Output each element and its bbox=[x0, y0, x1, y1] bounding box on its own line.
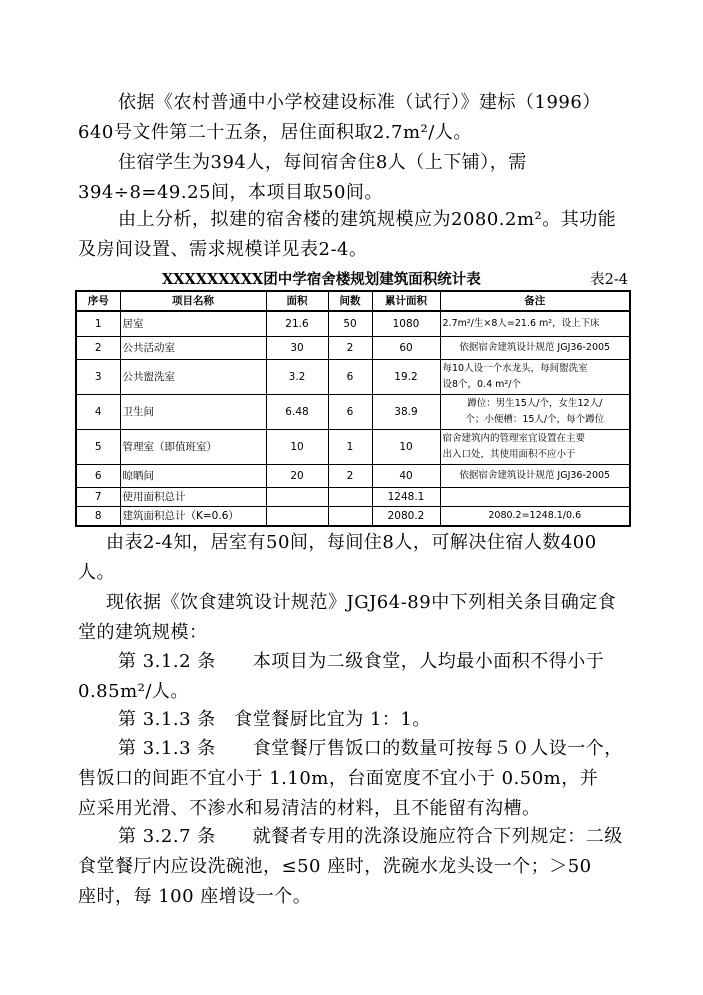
cell-name: 公共活动室 bbox=[120, 337, 266, 360]
text-line: 640号文件第二十五条，居住面积取2.7m²/人。 bbox=[78, 122, 472, 143]
note-line: 出入口处，其使用面积不应小于 bbox=[442, 449, 576, 460]
table-caption bbox=[78, 268, 628, 290]
text-line: 394÷8=49.25间，本项目取50间。 bbox=[78, 182, 383, 203]
paragraph-clause-3-2-7 bbox=[78, 822, 638, 912]
note-line: 宿舍建筑内的管理室宜设置在主要 bbox=[442, 433, 586, 444]
cell-name: 居室 bbox=[120, 311, 266, 337]
note-line: 2080.2=1248.1/0.6 bbox=[488, 510, 582, 521]
cell-total: 2080.2 bbox=[372, 507, 440, 527]
cell-total: 40 bbox=[372, 465, 440, 488]
table-number: 表2-4 bbox=[590, 272, 628, 288]
cell-count: 6 bbox=[328, 395, 372, 430]
cell-count: 6 bbox=[328, 360, 372, 395]
note-line: 个；小便槽：15人/个，每个蹲位 bbox=[465, 414, 605, 425]
cell-note bbox=[440, 337, 630, 360]
text-line: 第 3.2.7 条 就餐者专用的洗涤设施应符合下列规定：二级 bbox=[118, 826, 623, 847]
cell-area bbox=[266, 507, 328, 527]
cell-total: 38.9 bbox=[372, 395, 440, 430]
cell-area: 20 bbox=[266, 465, 328, 488]
cell-total: 19.2 bbox=[372, 360, 440, 395]
paragraph-dorm-capacity bbox=[78, 528, 638, 588]
table-row bbox=[76, 465, 630, 488]
paragraph-student-count bbox=[78, 148, 638, 208]
table-row bbox=[76, 430, 630, 465]
header-cell: 项目名称 bbox=[120, 291, 266, 311]
note-line: 蹲位：男生15人/个，女生12人/ bbox=[467, 398, 603, 409]
cell-name: 使用面积总计 bbox=[120, 488, 266, 507]
cell-count bbox=[328, 488, 372, 507]
paragraph-clause-3-1-2 bbox=[78, 647, 638, 707]
note-line: 每10人设一个水龙头，每间盥洗室 bbox=[442, 363, 588, 374]
table-row bbox=[76, 360, 630, 395]
text-line: 第 3.1.3 条 食堂餐厅售饭口的数量可按每５０人设一个， bbox=[118, 738, 623, 759]
table-title: XXXXXXXXX团中学宿舍楼规划建筑面积统计表 bbox=[162, 271, 481, 288]
cell-area: 6.48 bbox=[266, 395, 328, 430]
header-cell: 累计面积 bbox=[372, 291, 440, 311]
note-line: 依据宿舍建筑设计规范 JGJ36-2005 bbox=[459, 342, 611, 353]
cell-total: 10 bbox=[372, 430, 440, 465]
text-line: 现依据《饮食建筑设计规范》JGJ64-89中下列相关条目确定食 bbox=[106, 592, 617, 613]
text-line: 0.85m²/人。 bbox=[78, 681, 189, 702]
cell-note bbox=[440, 311, 630, 337]
text-line: 住宿学生为394人，每间宿舍住8人（上下铺），需 bbox=[118, 152, 527, 173]
cell-note bbox=[440, 430, 630, 465]
cell-no: 3 bbox=[76, 360, 120, 395]
cell-note bbox=[440, 488, 630, 507]
text-line: 人。 bbox=[78, 562, 115, 583]
cell-area bbox=[266, 488, 328, 507]
cell-no: 4 bbox=[76, 395, 120, 430]
table-row bbox=[76, 311, 630, 337]
cell-name: 建筑面积总计（K=0.6） bbox=[120, 507, 266, 527]
paragraph-standard-basis bbox=[78, 88, 638, 148]
cell-total: 60 bbox=[372, 337, 440, 360]
text-line: 由上分析，拟建的宿舍楼的建筑规模应为2080.2m²。其功能 bbox=[118, 209, 617, 230]
area-statistics-table bbox=[75, 290, 631, 527]
cell-no: 5 bbox=[76, 430, 120, 465]
paragraph-clause-3-1-3-counter bbox=[78, 734, 638, 824]
cell-name: 晾晒间 bbox=[120, 465, 266, 488]
cell-name: 公共盥洗室 bbox=[120, 360, 266, 395]
cell-area: 30 bbox=[266, 337, 328, 360]
cell-note bbox=[440, 507, 630, 527]
paragraph-canteen-code bbox=[78, 588, 638, 648]
note-line: 设8个，0.4 m²/个 bbox=[442, 379, 521, 390]
cell-no: 2 bbox=[76, 337, 120, 360]
cell-total: 1248.1 bbox=[372, 488, 440, 507]
cell-total: 1080 bbox=[372, 311, 440, 337]
text-line: 堂的建筑规模： bbox=[78, 622, 208, 643]
text-line: 应采用光滑、不渗水和易清洁的材料，且不能留有沟槽。 bbox=[78, 798, 541, 819]
cell-area: 3.2 bbox=[266, 360, 328, 395]
header-cell: 间数 bbox=[328, 291, 372, 311]
paragraph-scale-analysis bbox=[78, 205, 638, 265]
cell-no: 7 bbox=[76, 488, 120, 507]
text-line: 依据《农村普通中小学校建设标准（试行）》建标（1996） bbox=[118, 92, 601, 113]
cell-count: 2 bbox=[328, 337, 372, 360]
text-line: 及房间设置、需求规模详见表2-4。 bbox=[78, 239, 368, 260]
header-cell: 备注 bbox=[440, 291, 630, 311]
cell-no: 6 bbox=[76, 465, 120, 488]
table-row bbox=[76, 395, 630, 430]
table-row bbox=[76, 337, 630, 360]
text-line: 第 3.1.3 条 食堂餐厨比宜为 1：1。 bbox=[118, 709, 431, 730]
cell-area: 21.6 bbox=[266, 311, 328, 337]
cell-count: 1 bbox=[328, 430, 372, 465]
cell-name: 卫生间 bbox=[120, 395, 266, 430]
cell-note bbox=[440, 465, 630, 488]
cell-no: 1 bbox=[76, 311, 120, 337]
table-header-row bbox=[76, 291, 630, 311]
table-row bbox=[76, 488, 630, 507]
text-line: 售饭口的间距不宜小于 1.10m，台面宽度不宜小于 0.50m，并 bbox=[78, 768, 599, 789]
cell-no: 8 bbox=[76, 507, 120, 527]
table-row bbox=[76, 507, 630, 527]
cell-note bbox=[440, 395, 630, 430]
header-cell: 面积 bbox=[266, 291, 328, 311]
paragraph-clause-3-1-3-ratio bbox=[78, 705, 638, 735]
cell-note bbox=[440, 360, 630, 395]
text-line: 食堂餐厅内应设洗碗池，≤50 座时，洗碗水龙头设一个；＞50 bbox=[78, 856, 592, 877]
text-line: 由表2-4知，居室有50间，每间住8人，可解决住宿人数400 bbox=[106, 532, 597, 553]
note-line: 依据宿舍建筑设计规范 JGJ36-2005 bbox=[459, 470, 611, 481]
text-line: 座时，每 100 座增设一个。 bbox=[78, 886, 312, 907]
note-line: 2.7m²/生×8人=21.6 m²，设上下床 bbox=[442, 318, 600, 329]
cell-area: 10 bbox=[266, 430, 328, 465]
cell-count: 50 bbox=[328, 311, 372, 337]
header-cell: 序号 bbox=[76, 291, 120, 311]
cell-count: 2 bbox=[328, 465, 372, 488]
cell-count bbox=[328, 507, 372, 527]
cell-name: 管理室（即值班室） bbox=[120, 430, 266, 465]
text-line: 第 3.1.2 条 本项目为二级食堂，人均最小面积不得小于 bbox=[118, 651, 605, 672]
